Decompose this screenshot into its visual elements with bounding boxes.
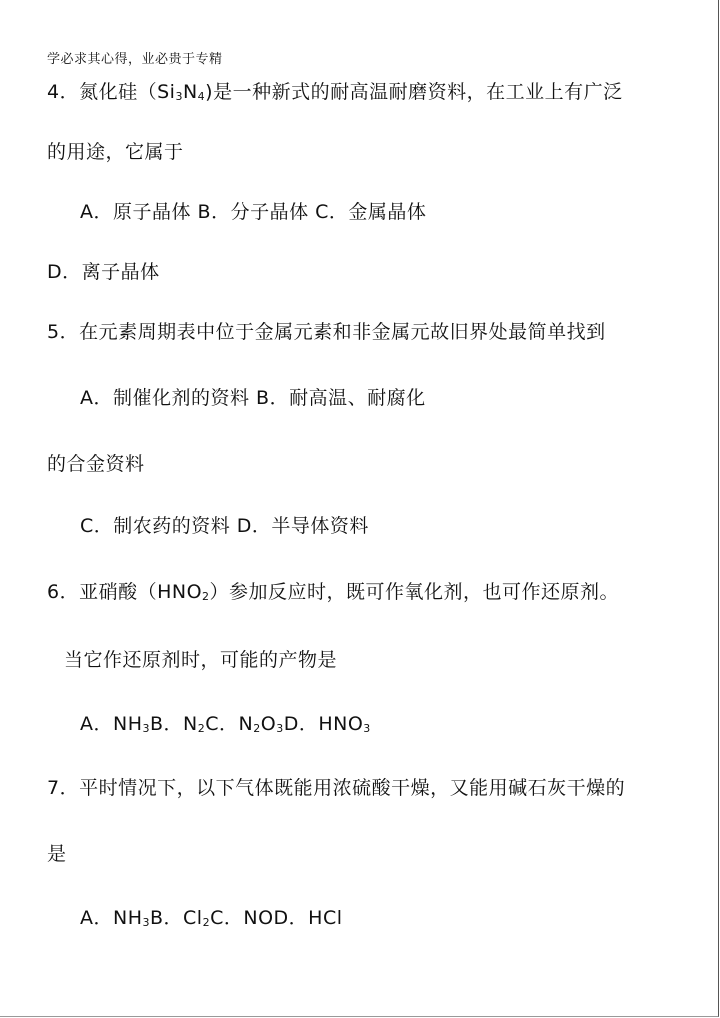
q4-stem-line1: 4．氮化硅$(Si_3N_4)$是一种新式的耐高温耐磨资料，在工业上有广泛 — [47, 81, 623, 103]
q4-option-d: D．离子晶体 — [47, 261, 160, 283]
q5-options-ab: A．制催化剂的资料 B．耐高温、耐腐化 — [80, 387, 426, 409]
q5-options-ab-cont: 的合金资料 — [47, 453, 145, 475]
q6-stem-line2: 当它作还原剂时，可能的产物是 — [64, 649, 338, 671]
q5-stem: 5．在元素周期表中位于金属元素和非金属元故旧界处最简单找到 — [47, 321, 606, 343]
q4-options-abc: A．原子晶体 B．分子晶体 C．金属晶体 — [80, 201, 427, 223]
q5-options-cd: C．制农药的资料 D．半导体资料 — [80, 515, 369, 537]
q7-stem-line1: 7．平时情况下，以下气体既能用浓硫酸干燥，又能用碱石灰干燥的 — [47, 777, 626, 799]
q7-stem-line2: 是 — [47, 843, 67, 865]
q4-stem-line2: 的用途，它属于 — [47, 141, 184, 163]
q7-options: A．$NH_3B$．$Cl_2C$．NOD．HCl — [80, 907, 343, 929]
page-header: 学必求其心得，业必贵于专精 — [47, 52, 223, 67]
q6-options: A．$NH_3B$．$N_2C$．$N_2O_3D$．$HNO_3$ — [80, 713, 371, 735]
q6-stem-line1: 6．亚硝酸$(HNO_2)$参加反应时，既可作氧化剂，也可作还原剂。 — [47, 581, 620, 603]
